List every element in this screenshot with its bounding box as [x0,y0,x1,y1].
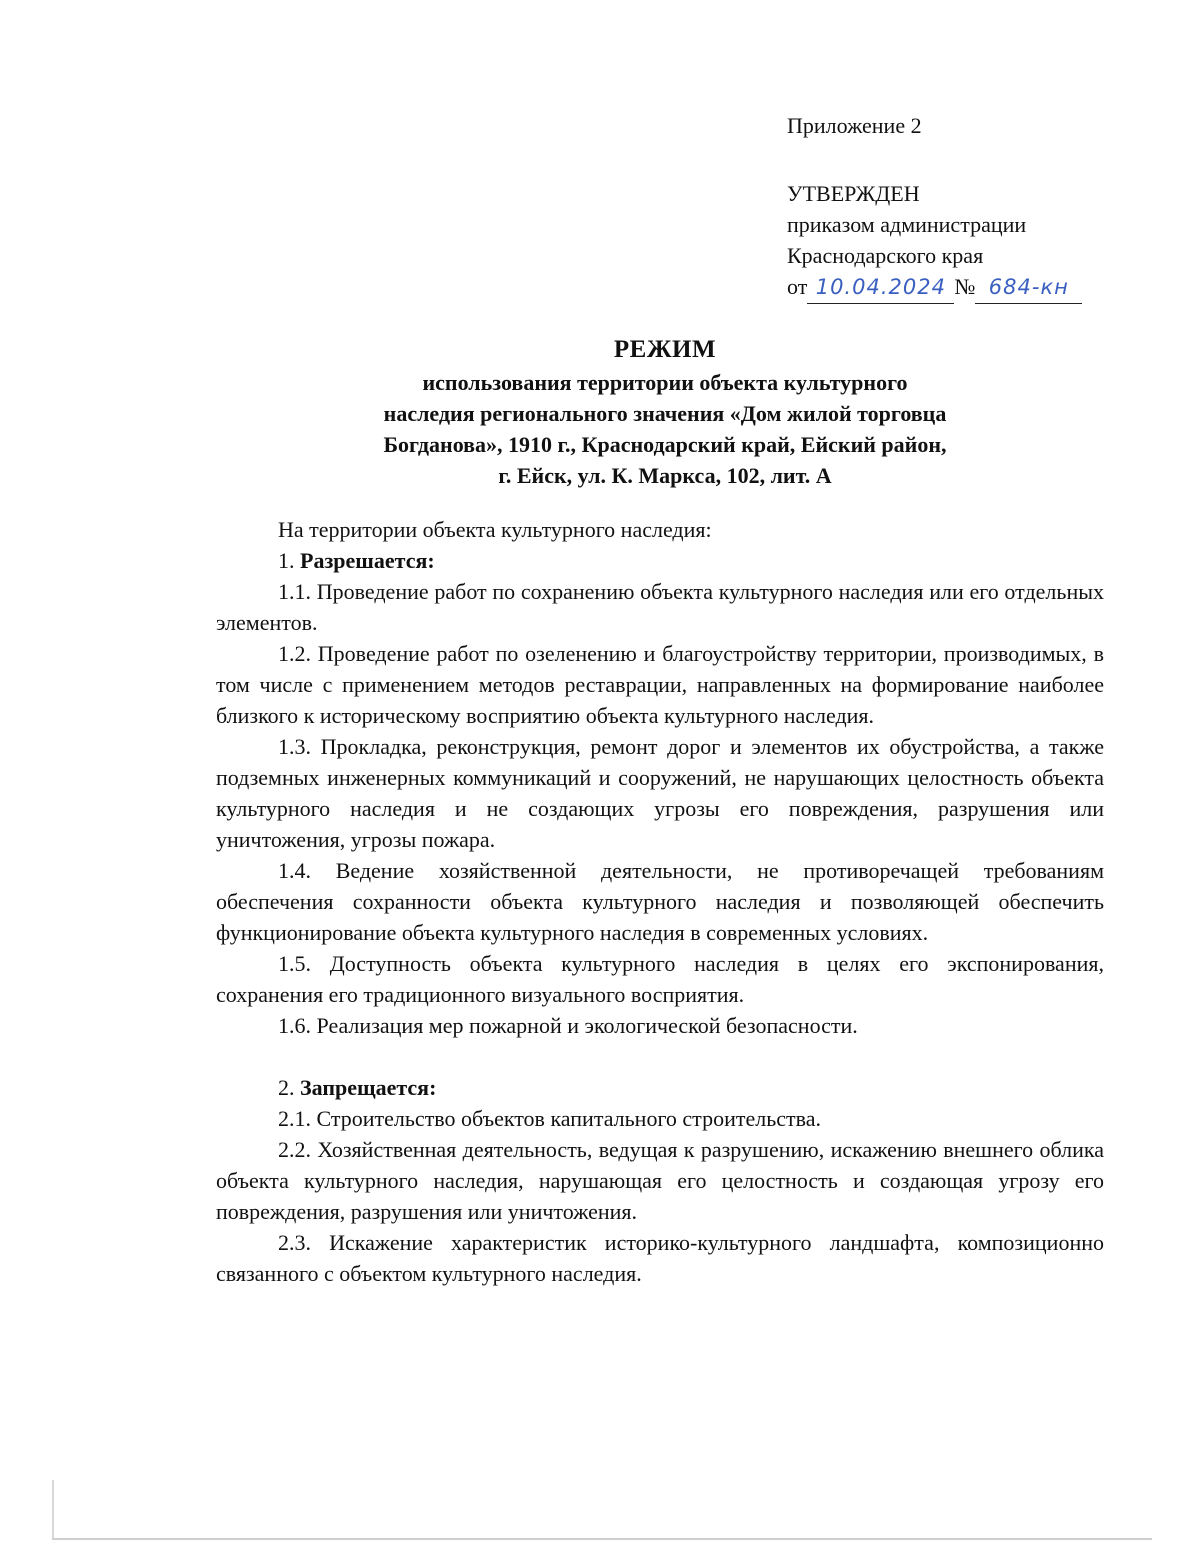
section-1-title: Разрешается: [300,548,435,573]
clause-2-1: 2.1. Строительство объектов капитального строительства. [278,1106,821,1131]
subtitle-line-3: Богданова», 1910 г., Краснодарский край, Ейский район, [383,432,947,457]
scan-edge-left [52,1480,54,1540]
section-2-heading [216,1072,1104,1103]
intro-paragraph: На территории объекта культурного наследия: [278,517,712,542]
section-2-title: Запрещается: [300,1075,437,1100]
clause-2-2: 2.2. Хозяйственная деятельность, ведущая к разрушению, искажению внешнего облика объекта культурного наследия, нарушающая его целостность и создающая угрозу его повреждения, разрушения или уничтожения. [216,1137,1104,1224]
clause-1-5: 1.5. Доступность объекта культурного наследия в целях его экспонирования, сохранения его традиционного визуального восприятия. [216,951,1104,1007]
subtitle-line-1: использования территории объекта культурного [422,370,908,395]
section-spacer [216,1041,1104,1072]
document-title-block [280,333,1050,491]
document-body [216,514,1104,1289]
approved-label: УТВЕРЖДЕН [787,181,920,206]
subtitle-line-4: г. Ейск, ул. К. Маркса, 102, лит. А [498,463,832,488]
clause-2-3: 2.3. Искажение характеристик историко-культурного ландшафта, композиционно связанного с объектом культурного наследия. [216,1230,1104,1286]
clause-1-4: 1.4. Ведение хозяйственной деятельности, не противоречащей требованиям обеспечения сохранности объекта культурного наследия и позволяющей обеспечить функционирование объекта культурного наследия в современных условиях. [216,858,1104,945]
annex-label: Приложение 2 [787,113,922,138]
handwritten-date: 10.04.2024 [807,272,954,304]
clause-1-6: 1.6. Реализация мер пожарной и экологической безопасности. [278,1013,858,1038]
subtitle-line-2: наследия регионального значения «Дом жилой торговца [383,401,947,426]
date-prefix: от [787,274,808,299]
clause-1-2: 1.2. Проведение работ по озеленению и благоустройству территории, производимых, в том числе с применением методов реставрации, направленных на формирование наиболее близкого к историческому восприятию объекта культурного наследия. [216,641,1104,728]
number-prefix: № [954,274,976,299]
approval-block [787,110,1082,304]
approved-by-line-2: Краснодарского края [787,243,984,268]
clause-1-1: 1.1. Проведение работ по сохранению объекта культурного наследия или его отдельных элементов. [216,579,1104,635]
scan-edge-bottom [52,1538,1152,1540]
clause-1-3: 1.3. Прокладка, реконструкция, ремонт дорог и элементов их обустройства, а также подземных инженерных коммуникаций и сооружений, не нарушающих целостность объекта культурного наследия и не создающих угрозы его повреждения, разрушения или уничтожения, угрозы пожара. [216,734,1104,852]
approval-date-row [787,271,1082,304]
document-title: РЕЖИМ [613,336,717,363]
section-1-heading [216,545,1104,576]
handwritten-number: 684-кн [975,272,1082,304]
section-2-number: 2. [278,1075,295,1100]
section-1-number: 1. [278,548,295,573]
approved-by-line-1: приказом администрации [787,212,1027,237]
